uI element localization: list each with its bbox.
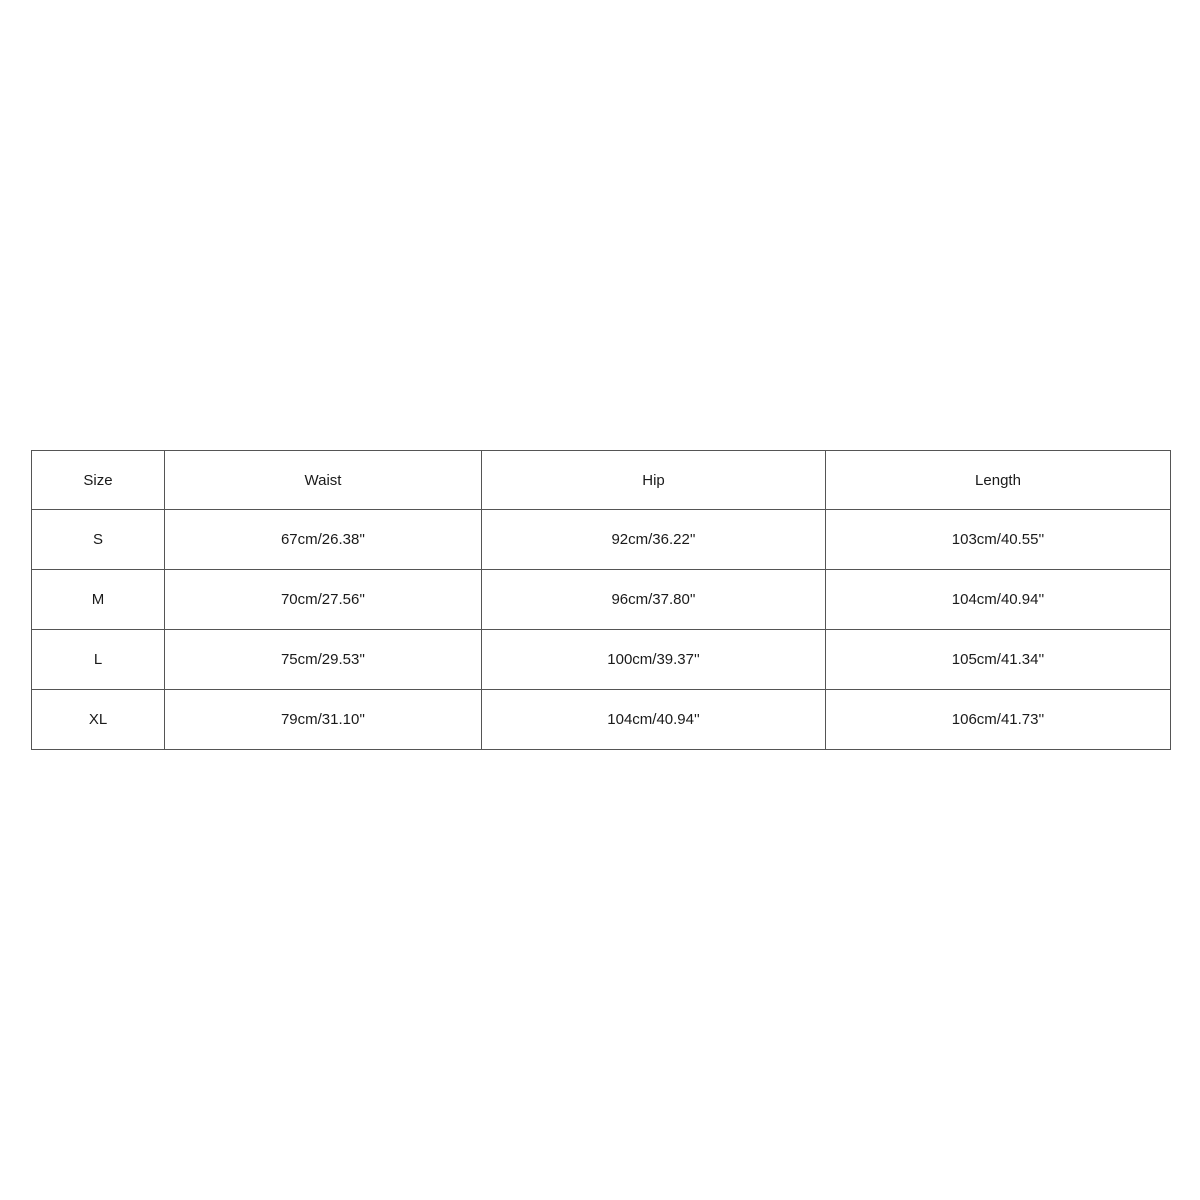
cell-waist: 67cm/26.38'' xyxy=(165,510,482,570)
header-size: Size xyxy=(32,451,165,510)
header-length: Length xyxy=(826,451,1171,510)
table-header-row xyxy=(32,451,1171,510)
cell-length: 106cm/41.73'' xyxy=(826,690,1171,750)
cell-length: 105cm/41.34'' xyxy=(826,630,1171,690)
table-row xyxy=(32,570,1171,630)
cell-size: S xyxy=(32,510,165,570)
header-waist: Waist xyxy=(165,451,482,510)
cell-hip: 96cm/37.80'' xyxy=(482,570,826,630)
cell-length: 104cm/40.94'' xyxy=(826,570,1171,630)
cell-waist: 79cm/31.10'' xyxy=(165,690,482,750)
table-row xyxy=(32,690,1171,750)
table-row xyxy=(32,510,1171,570)
table-row xyxy=(32,630,1171,690)
cell-waist: 70cm/27.56'' xyxy=(165,570,482,630)
cell-length: 103cm/40.55'' xyxy=(826,510,1171,570)
cell-hip: 92cm/36.22'' xyxy=(482,510,826,570)
size-chart-table xyxy=(31,450,1171,750)
cell-waist: 75cm/29.53'' xyxy=(165,630,482,690)
header-hip: Hip xyxy=(482,451,826,510)
cell-hip: 100cm/39.37'' xyxy=(482,630,826,690)
cell-size: M xyxy=(32,570,165,630)
cell-hip: 104cm/40.94'' xyxy=(482,690,826,750)
cell-size: L xyxy=(32,630,165,690)
cell-size: XL xyxy=(32,690,165,750)
